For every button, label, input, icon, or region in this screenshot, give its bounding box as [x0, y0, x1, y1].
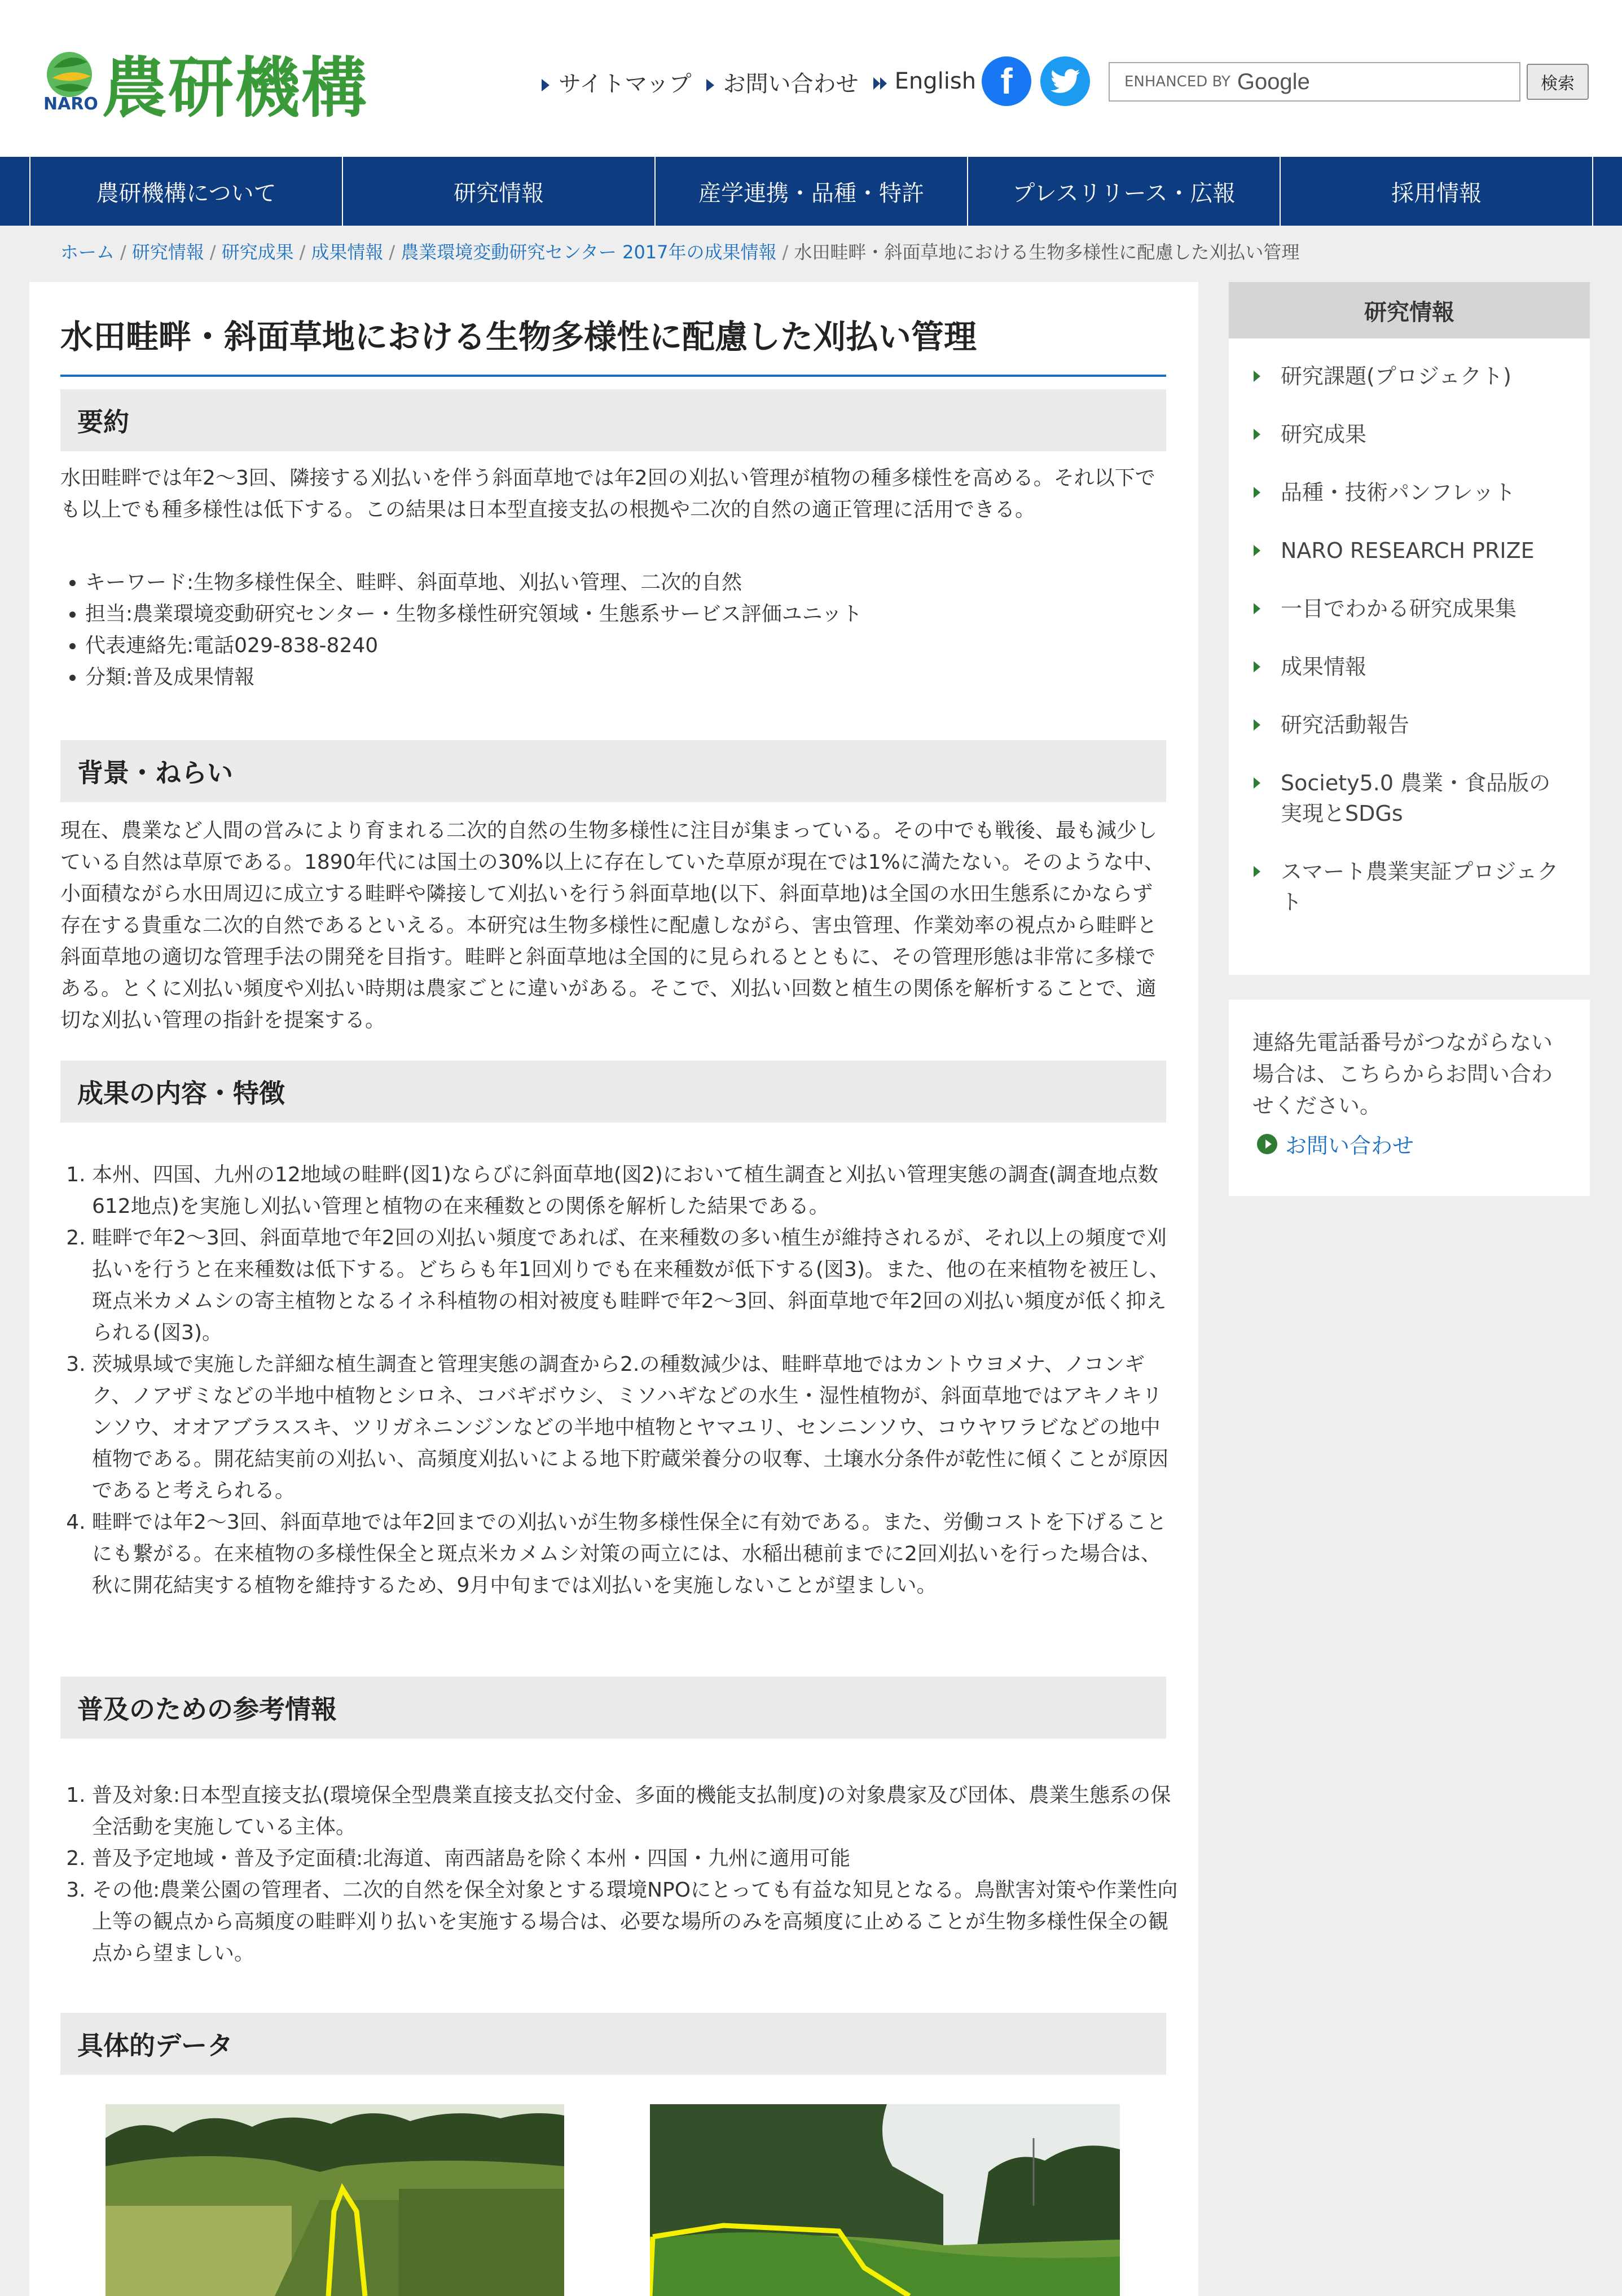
result-item: 3. 茨城県域で実施した詳細な植生調査と管理実態の調査から2.の種数減少は、畦畔草地ではカントウヨメナ、ノコンギク、ノアザミなどの半地中植物とシロネ、コバギボウシ、ミソハギなどの水生・湿性植物が、斜面草地ではアキノキリンソウ、オオアブラススキ、ツリガネニンジンなどの半地中植物とヤマユリ、センニンソウ、コウヤワラビなどの地中植物である。開花結実前の刈払い、高頻度刈払いによる地下貯蔵栄養分の収奪、土壌水分条件が乾性に傾くことが原因であると考えられる。 — [92, 1349, 1178, 1507]
meta-department: • 担当:農業環境変動研究センター・生物多様性研究領域・生態系サービス評価ユニット — [85, 599, 1191, 630]
data-heading: 具体的データ — [60, 2013, 1166, 2075]
breadcrumb-center-2017[interactable]: 農業環境変動研究センター 2017年の成果情報 — [401, 241, 777, 263]
triangle-right-icon — [1254, 429, 1260, 440]
triangle-right-icon — [1254, 487, 1260, 498]
background-heading: 背景・ねらい — [60, 740, 1166, 802]
circle-arrow-icon — [1257, 1134, 1277, 1154]
result-item: 4. 畦畔では年2～3回、斜面草地では年2回までの刈払いが生物多様性保全に有効である。また、労働コストを下げることにも繋がる。在来植物の多様性保全と斑点米カメムシ対策の両立には、水稲出穂前までに2回刈払いを行った場合は、秋に開花結実する植物を維持するため、9月中旬までは刈払いを実施しないことが望ましい。 — [92, 1507, 1178, 1602]
sidebar-research-nav — [1229, 282, 1590, 975]
reference-list — [60, 1780, 1178, 1969]
nav-item-research[interactable]: 研究情報 — [343, 157, 656, 226]
naro-logo[interactable] — [42, 42, 368, 126]
logo-title: 農研機構 — [102, 50, 368, 126]
facebook-icon[interactable]: f — [982, 56, 1031, 106]
sidebar-item-pamphlets[interactable]: 品種・技術パンフレット — [1229, 477, 1590, 508]
nav-item-about[interactable]: 農研機構について — [30, 157, 343, 226]
reference-item: 2. 普及予定地域・普及予定面積:北海道、南西諸島を除く本州・四国・九州に適用可能 — [92, 1843, 1178, 1875]
search-enhanced-label: ENHANCED BY — [1124, 73, 1230, 90]
search-input[interactable] — [1109, 62, 1520, 102]
breadcrumb-home[interactable]: ホーム — [60, 241, 115, 263]
triangle-right-icon — [1254, 719, 1260, 731]
page-title: 水田畦畔・斜面草地における生物多様性に配慮した刈払い管理 — [60, 310, 1166, 377]
reference-heading: 普及のための参考情報 — [60, 1677, 1166, 1739]
triangle-right-icon — [1254, 545, 1260, 556]
contact-inquiry-link[interactable]: お問い合わせ — [1257, 1128, 1414, 1159]
global-nav — [0, 157, 1622, 226]
sidebar-item-results[interactable]: 研究成果 — [1229, 419, 1590, 450]
double-triangle-right-icon — [873, 69, 887, 95]
main-content — [29, 282, 1198, 2296]
sidebar-item-projects[interactable]: 研究課題(プロジェクト) — [1229, 361, 1590, 392]
breadcrumb-results[interactable]: 研究成果 — [221, 241, 294, 263]
sitemap-link[interactable]: サイトマップ — [542, 66, 692, 98]
contact-link[interactable]: お問い合わせ — [706, 66, 859, 98]
logo-naro-text: NARO — [43, 94, 98, 114]
sidebar-item-society50[interactable]: Society5.0 農業・食品版の実現とSDGs — [1229, 768, 1590, 829]
triangle-right-icon — [542, 79, 550, 91]
google-wordmark: Google — [1237, 69, 1310, 94]
breadcrumb-result-info[interactable]: 成果情報 — [311, 241, 384, 263]
reference-item: 3. その他:農業公園の管理者、二次的自然を保全対象とする環境NPOにとっても有益な知見となる。鳥獣害対策や作業性向上等の観点から高頻度の畦畔刈り払いを実施する場合は、必要な場所のみを高頻度に止めることが生物多様性保全の観点から望ましい。 — [92, 1875, 1178, 1969]
breadcrumb-current: 水田畦畔・斜面草地における生物多様性に配慮した刈払い管理 — [794, 241, 1300, 263]
sidebar-contact-box — [1229, 1000, 1590, 1196]
triangle-right-icon — [706, 79, 714, 91]
nav-item-press[interactable]: プレスリリース・広報 — [968, 157, 1281, 226]
nav-item-collaboration[interactable]: 産学連携・品種・特許 — [656, 157, 968, 226]
levee-photo — [106, 2104, 564, 2296]
triangle-right-icon — [1254, 661, 1260, 672]
meta-list — [60, 567, 1191, 693]
search-button[interactable]: 検索 — [1527, 64, 1589, 100]
sidebar-heading: 研究情報 — [1229, 282, 1590, 338]
triangle-right-icon — [1254, 603, 1260, 614]
sidebar-item-result-info[interactable]: 成果情報 — [1229, 652, 1590, 682]
results-list — [60, 1159, 1178, 1602]
reference-item: 1. 普及対象:日本型直接支払(環境保全型農業直接支払交付金、多面的機能支払制度)の対象農家及び団体、農業生態系の保全活動を実施している主体。 — [92, 1780, 1178, 1843]
twitter-icon[interactable] — [1040, 56, 1090, 106]
triangle-right-icon — [1254, 777, 1260, 789]
triangle-right-icon — [1254, 371, 1260, 382]
meta-contact: • 代表連絡先:電話029-838-8240 — [85, 630, 1191, 662]
nav-item-recruit[interactable]: 採用情報 — [1281, 157, 1593, 226]
sidebar-item-activity-report[interactable]: 研究活動報告 — [1229, 710, 1590, 740]
meta-category: • 分類:普及成果情報 — [85, 662, 1191, 693]
meta-keywords: • キーワード:生物多様性保全、畦畔、斜面草地、刈払い管理、二次的自然 — [85, 567, 1191, 599]
social-links — [982, 56, 1090, 106]
result-item: 2. 畦畔で年2～3回、斜面草地で年2回の刈払い頻度であれば、在来種数の多い植生が維持されるが、それ以上の頻度で刈払いを行うと在来種数は低下する。どちらも年1回刈りでも在来種数が低下する(図3)。また、他の在来植物を被圧し、斑点米カメムシの寄主植物となるイネ科植物の相対被度も畦畔で年2～3回、斜面草地で年2回の刈払い頻度が低く抑えられる(図3)。 — [92, 1222, 1178, 1349]
breadcrumb: ホーム / 研究情報 / 研究成果 / 成果情報 / 農業環境変動研究センター 2017年の成果情報 / 水田畦畔・斜面草地における生物多様性に配慮した刈払い管理 — [60, 241, 1300, 263]
slope-grassland-photo — [650, 2104, 1120, 2296]
site-header — [0, 0, 1622, 157]
sidebar-item-summary[interactable]: 一目でわかる研究成果集 — [1229, 593, 1590, 624]
triangle-right-icon — [1254, 866, 1260, 877]
sidebar-item-prize[interactable]: NARO RESEARCH PRIZE — [1229, 535, 1590, 566]
breadcrumb-research-info[interactable]: 研究情報 — [131, 241, 204, 263]
contact-note: 連絡先電話番号がつながらない場合は、こちらからお問い合わせください。 — [1252, 1030, 1553, 1118]
summary-heading: 要約 — [60, 389, 1166, 451]
sidebar-item-smart-agri[interactable]: スマート農業実証プロジェクト — [1229, 856, 1590, 917]
results-heading: 成果の内容・特徴 — [60, 1061, 1166, 1123]
summary-text: 水田畦畔では年2～3回、隣接する刈払いを伴う斜面草地では年2回の刈払い管理が植物の種多様性を高める。それ以下でも以上でも種多様性は低下する。この結果は日本型直接支払の根拠や二次的自然の適正管理に活用できる。 — [60, 467, 1155, 521]
english-link[interactable]: English — [873, 68, 976, 95]
utility-links — [542, 65, 976, 99]
background-text: 現在、農業など人間の営みにより育まれる二次的自然の生物多様性に注目が集まっている。その中でも戦後、最も減少している自然は草原である。1890年代には国土の30%以上に存在していた草原が現在では1%に満たない。そのような中、小面積ながら水田周辺に成立する畦畔や隣接して刈払いを行う斜面草地(以下、斜面草地)は全国の水田生態系にかならず存在する貴重な二次的自然であるといえる。本研究は生物多様性に配慮しながら、害虫管理、作業効率の視点から畦畔と斜面草地の適切な管理手法の開発を目指す。畦畔と斜面草地は全国的に見られるとともに、その管理形態は非常に多様である。とくに刈払い頻度や刈払い時期は農家ごとに違いがある。そこで、刈払い回数と植生の関係を解析することで、適切な刈払い管理の指針を提案する。 — [60, 819, 1164, 1032]
result-item: 1. 本州、四国、九州の12地域の畦畔(図1)ならびに斜面草地(図2)において植生調査と刈払い管理実態の調査(調査地点数612地点)を実施し刈払い管理と植物の在来種数との関係を解析した結果である。 — [92, 1159, 1178, 1222]
